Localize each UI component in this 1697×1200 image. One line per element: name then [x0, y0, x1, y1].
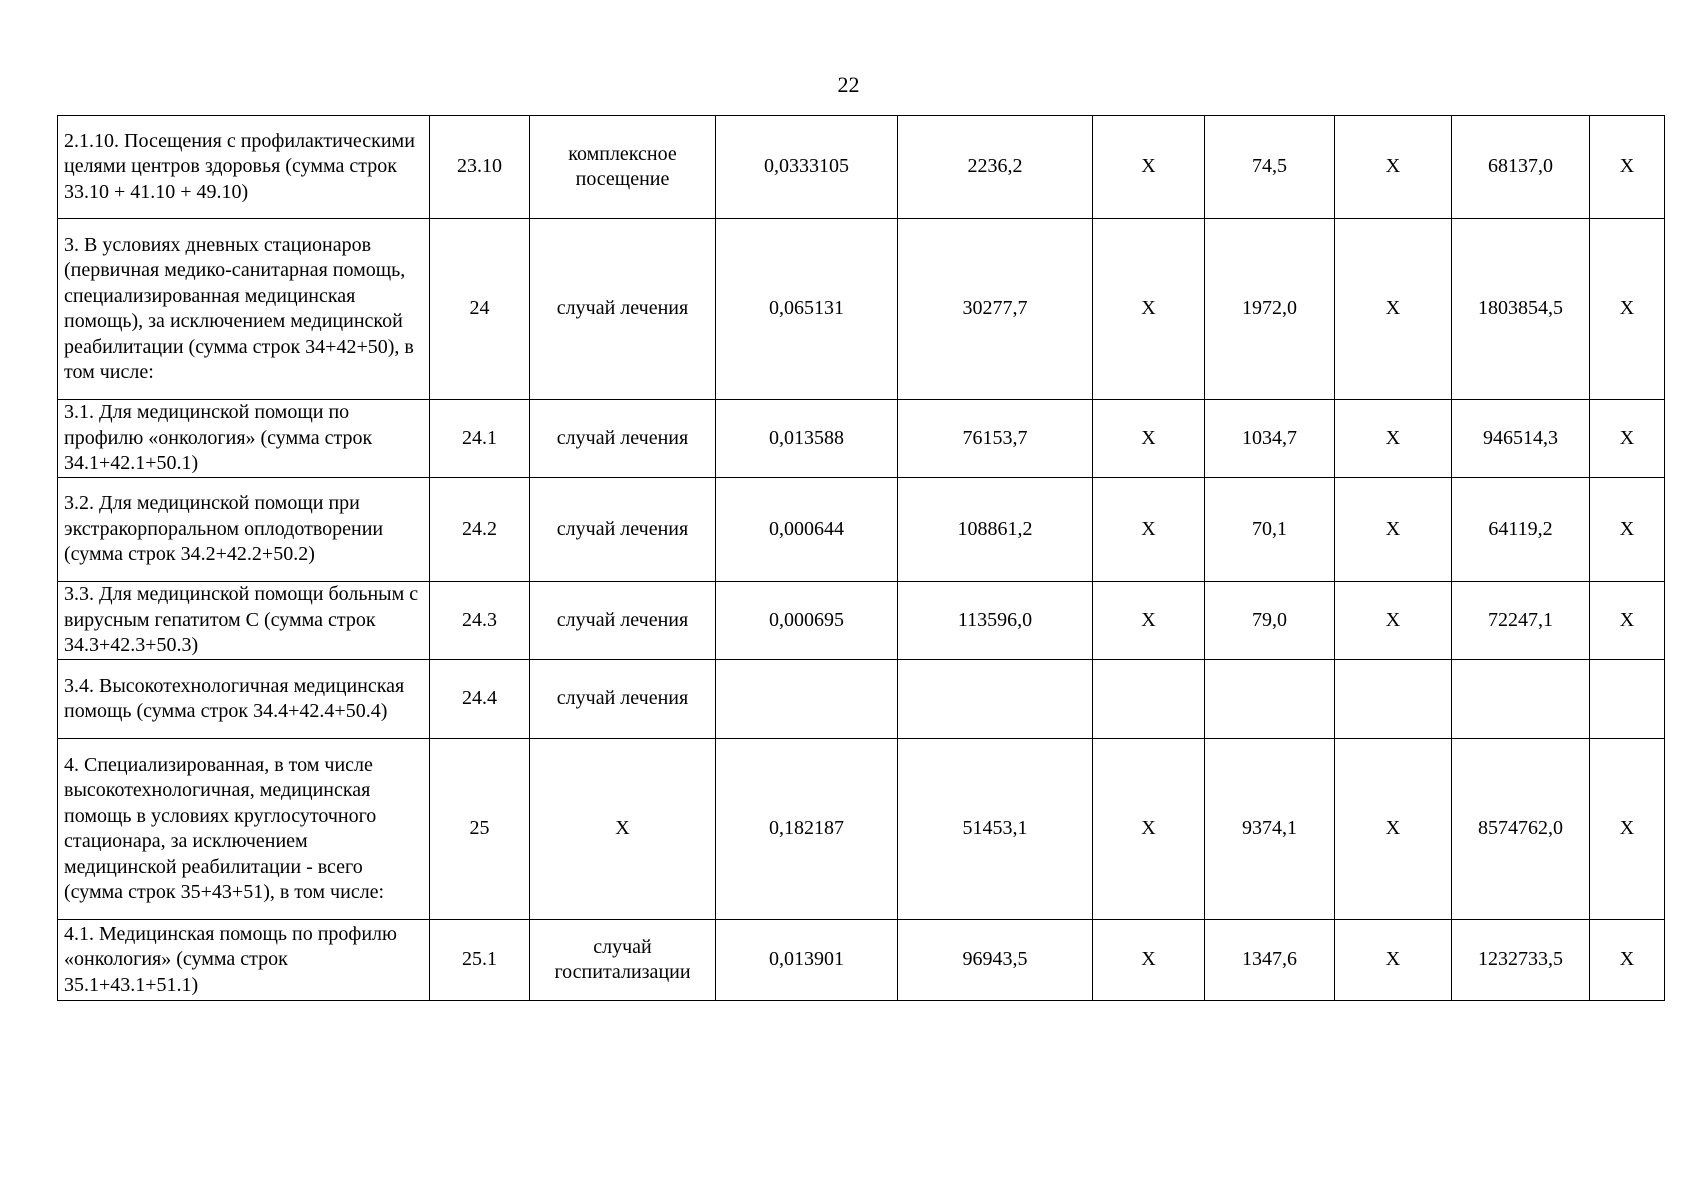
row-name: 2.1.10. Посещения с профилактическими целями центров здоровья (сумма строк 33.10 + 41.10 + 49.10) — [58, 116, 430, 219]
row-code: 23.10 — [430, 116, 530, 219]
row-code: 25 — [430, 739, 530, 920]
row-col8: Х — [1335, 920, 1452, 1001]
row-name: 4. Специализированная, в том числе высокотехнологичная, медицинская помощь в условиях круглосуточного стационара, за исключением медицинской реабилитации - всего (сумма строк 35+43+51), в том числе: — [58, 739, 430, 920]
row-col9: 8574762,0 — [1452, 739, 1590, 920]
row-cost: 108861,2 — [898, 478, 1093, 582]
row-code: 24.4 — [430, 660, 530, 739]
table-row — [58, 920, 1665, 1001]
row-name: 3.1. Для медицинской помощи по профилю «онкология» (сумма строк 34.1+42.1+50.1) — [58, 400, 430, 478]
row-volume: 0,013901 — [716, 920, 898, 1001]
table-row — [58, 739, 1665, 920]
row-volume: 0,182187 — [716, 739, 898, 920]
row-col7: 9374,1 — [1205, 739, 1335, 920]
row-col8: Х — [1335, 582, 1452, 660]
row-volume — [716, 660, 898, 739]
table-row — [58, 582, 1665, 660]
row-col9 — [1452, 660, 1590, 739]
row-col10: Х — [1590, 582, 1665, 660]
row-col7: 70,1 — [1205, 478, 1335, 582]
row-cost: 76153,7 — [898, 400, 1093, 478]
row-col6: Х — [1093, 582, 1205, 660]
row-col7: 79,0 — [1205, 582, 1335, 660]
row-col6: Х — [1093, 116, 1205, 219]
row-volume: 0,013588 — [716, 400, 898, 478]
row-unit: случай лечения — [530, 582, 716, 660]
row-col8: Х — [1335, 219, 1452, 400]
row-col9: 1232733,5 — [1452, 920, 1590, 1001]
row-volume: 0,0333105 — [716, 116, 898, 219]
row-unit: случай госпитализации — [530, 920, 716, 1001]
row-code: 24.2 — [430, 478, 530, 582]
row-name: 3.4. Высокотехнологичная медицинская помощь (сумма строк 34.4+42.4+50.4) — [58, 660, 430, 739]
row-col6: Х — [1093, 739, 1205, 920]
row-col6: Х — [1093, 920, 1205, 1001]
row-col8: Х — [1335, 400, 1452, 478]
row-cost — [898, 660, 1093, 739]
table-row — [58, 219, 1665, 400]
row-unit: случай лечения — [530, 219, 716, 400]
row-cost: 51453,1 — [898, 739, 1093, 920]
row-col7: 74,5 — [1205, 116, 1335, 219]
row-col10: Х — [1590, 739, 1665, 920]
row-col9: 72247,1 — [1452, 582, 1590, 660]
row-volume: 0,000695 — [716, 582, 898, 660]
row-cost: 113596,0 — [898, 582, 1093, 660]
row-col9: 68137,0 — [1452, 116, 1590, 219]
row-volume: 0,000644 — [716, 478, 898, 582]
row-unit: Х — [530, 739, 716, 920]
row-col8: Х — [1335, 116, 1452, 219]
row-col10: Х — [1590, 116, 1665, 219]
table-row — [58, 116, 1665, 219]
row-cost: 96943,5 — [898, 920, 1093, 1001]
row-col10: Х — [1590, 400, 1665, 478]
row-col8 — [1335, 660, 1452, 739]
table-row — [58, 478, 1665, 582]
page-number: 22 — [837, 72, 860, 97]
row-name: 4.1. Медицинская помощь по профилю «онкология» (сумма строк 35.1+43.1+51.1) — [58, 920, 430, 1001]
norms-table — [57, 115, 1665, 1001]
row-unit: случай лечения — [530, 400, 716, 478]
row-col10: Х — [1590, 478, 1665, 582]
row-code: 24.1 — [430, 400, 530, 478]
row-volume: 0,065131 — [716, 219, 898, 400]
row-name: 3. В условиях дневных стационаров (первичная медико-санитарная помощь, специализированная медицинская помощь), за исключением медицинской реабилитации (сумма строк 34+42+50), в том числе: — [58, 219, 430, 400]
row-cost: 2236,2 — [898, 116, 1093, 219]
row-col10: Х — [1590, 920, 1665, 1001]
row-col8: Х — [1335, 478, 1452, 582]
row-unit: случай лечения — [530, 660, 716, 739]
row-col7: 1347,6 — [1205, 920, 1335, 1001]
table-row — [58, 660, 1665, 739]
row-unit: случай лечения — [530, 478, 716, 582]
row-col10 — [1590, 660, 1665, 739]
row-unit: комплексное посещение — [530, 116, 716, 219]
row-name: 3.3. Для медицинской помощи больным с вирусным гепатитом С (сумма строк 34.3+42.3+50.3) — [58, 582, 430, 660]
row-code: 24.3 — [430, 582, 530, 660]
row-col10: Х — [1590, 219, 1665, 400]
row-col6: Х — [1093, 219, 1205, 400]
row-col6: Х — [1093, 478, 1205, 582]
row-col9: 946514,3 — [1452, 400, 1590, 478]
row-cost: 30277,7 — [898, 219, 1093, 400]
row-col7: 1972,0 — [1205, 219, 1335, 400]
row-code: 24 — [430, 219, 530, 400]
row-col7 — [1205, 660, 1335, 739]
row-col7: 1034,7 — [1205, 400, 1335, 478]
row-col6 — [1093, 660, 1205, 739]
row-col8: Х — [1335, 739, 1452, 920]
row-name: 3.2. Для медицинской помощи при экстракорпоральном оплодотворении (сумма строк 34.2+42.2+50.2) — [58, 478, 430, 582]
row-col9: 64119,2 — [1452, 478, 1590, 582]
row-col6: Х — [1093, 400, 1205, 478]
row-code: 25.1 — [430, 920, 530, 1001]
table-row — [58, 400, 1665, 478]
row-col9: 1803854,5 — [1452, 219, 1590, 400]
